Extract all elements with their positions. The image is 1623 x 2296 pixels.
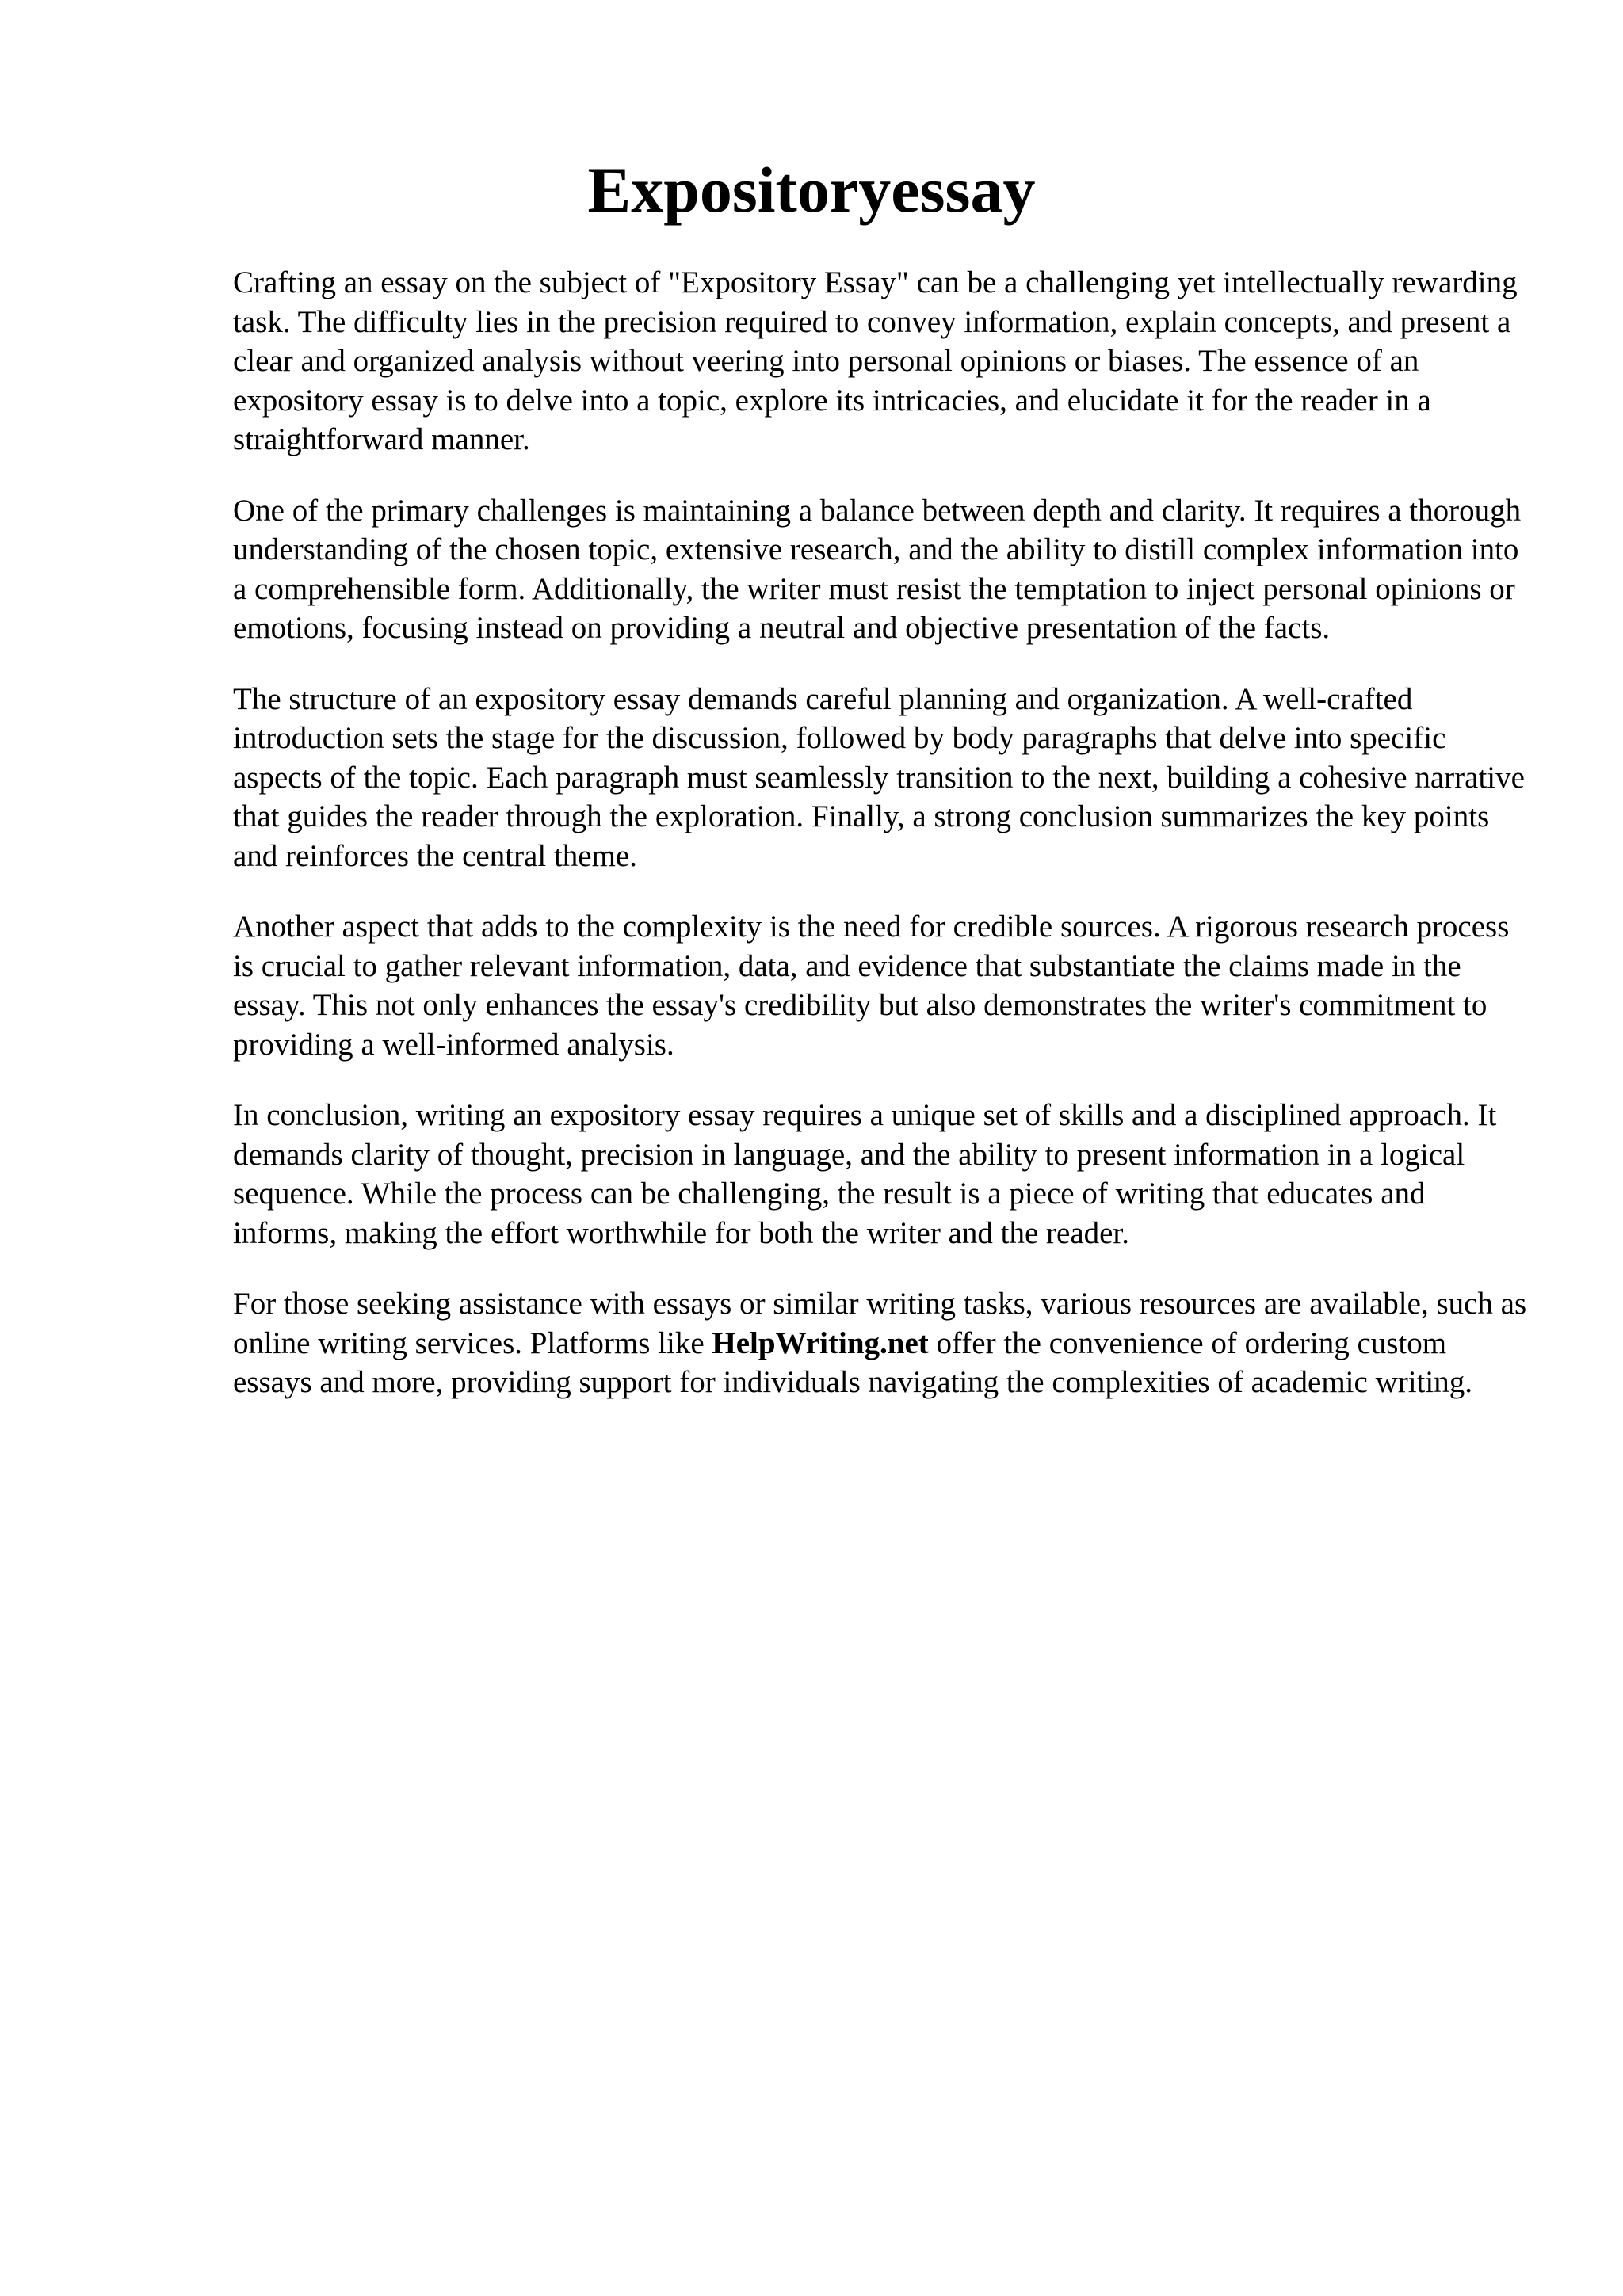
paragraph-6-rest: offer the convenience of ordering custom essays and more, providing support for individuals navigating the complexities of academic writing. bbox=[233, 1325, 1472, 1399]
paragraph-2: One of the primary challenges is maintaining a balance between depth and clarity. It requires a thorough understanding of the chosen topic, extensive research, and the ability to distill complex information into a comprehensible form. Additionally, the writer must resist the temptation to inject personal opinions or emotions, focusing instead on providing a neutral and objective presentation of the facts. bbox=[233, 493, 1522, 645]
paragraph-3: The structure of an expository essay demands careful planning and organization. A well-crafted introduction sets the stage for the discussion, followed by body paragraphs that delve into specific aspects of the topic. Each paragraph must seamlessly transition to the next, building a cohesive narrative that guides the reader through the exploration. Finally, a strong conclusion summarizes the key points and reinforces the central theme. bbox=[233, 681, 1525, 873]
paragraph-6-intro: For those seeking assistance with essays or similar writing tasks, various resources are available, such as online writing services. Platforms like bbox=[233, 1287, 1527, 1360]
brand-name: HelpWriting.net bbox=[712, 1325, 929, 1360]
document-title: Expositoryessay bbox=[587, 154, 1036, 226]
document-body bbox=[233, 263, 1533, 1434]
paragraph-6 bbox=[233, 1284, 1533, 1402]
paragraph-1: Crafting an essay on the subject of "Expository Essay" can be a challenging yet intellectually rewarding task. The difficulty lies in the precision required to convey information, explain concepts, and present a clear and organized analysis without veering into personal opinions or biases. The essence of an expository essay is to delve into a topic, explore its intricacies, and elucidate it for the reader in a straightforward manner. bbox=[233, 265, 1518, 456]
paragraph-5: In conclusion, writing an expository essay requires a unique set of skills and a disciplined approach. It demands clarity of thought, precision in language, and the ability to present information in a logical sequence. While the process can be challenging, the result is a piece of writing that educates and informs, making the effort worthwhile for both the writer and the reader. bbox=[233, 1098, 1497, 1250]
paragraph-4: Another aspect that adds to the complexity is the need for credible sources. A rigorous research process is crucial to gather relevant information, data, and evidence that substantiate the claims made in the essay. This not only enhances the essay's credibility but also demonstrates the writer's commitment to providing a well-informed analysis. bbox=[233, 910, 1510, 1062]
